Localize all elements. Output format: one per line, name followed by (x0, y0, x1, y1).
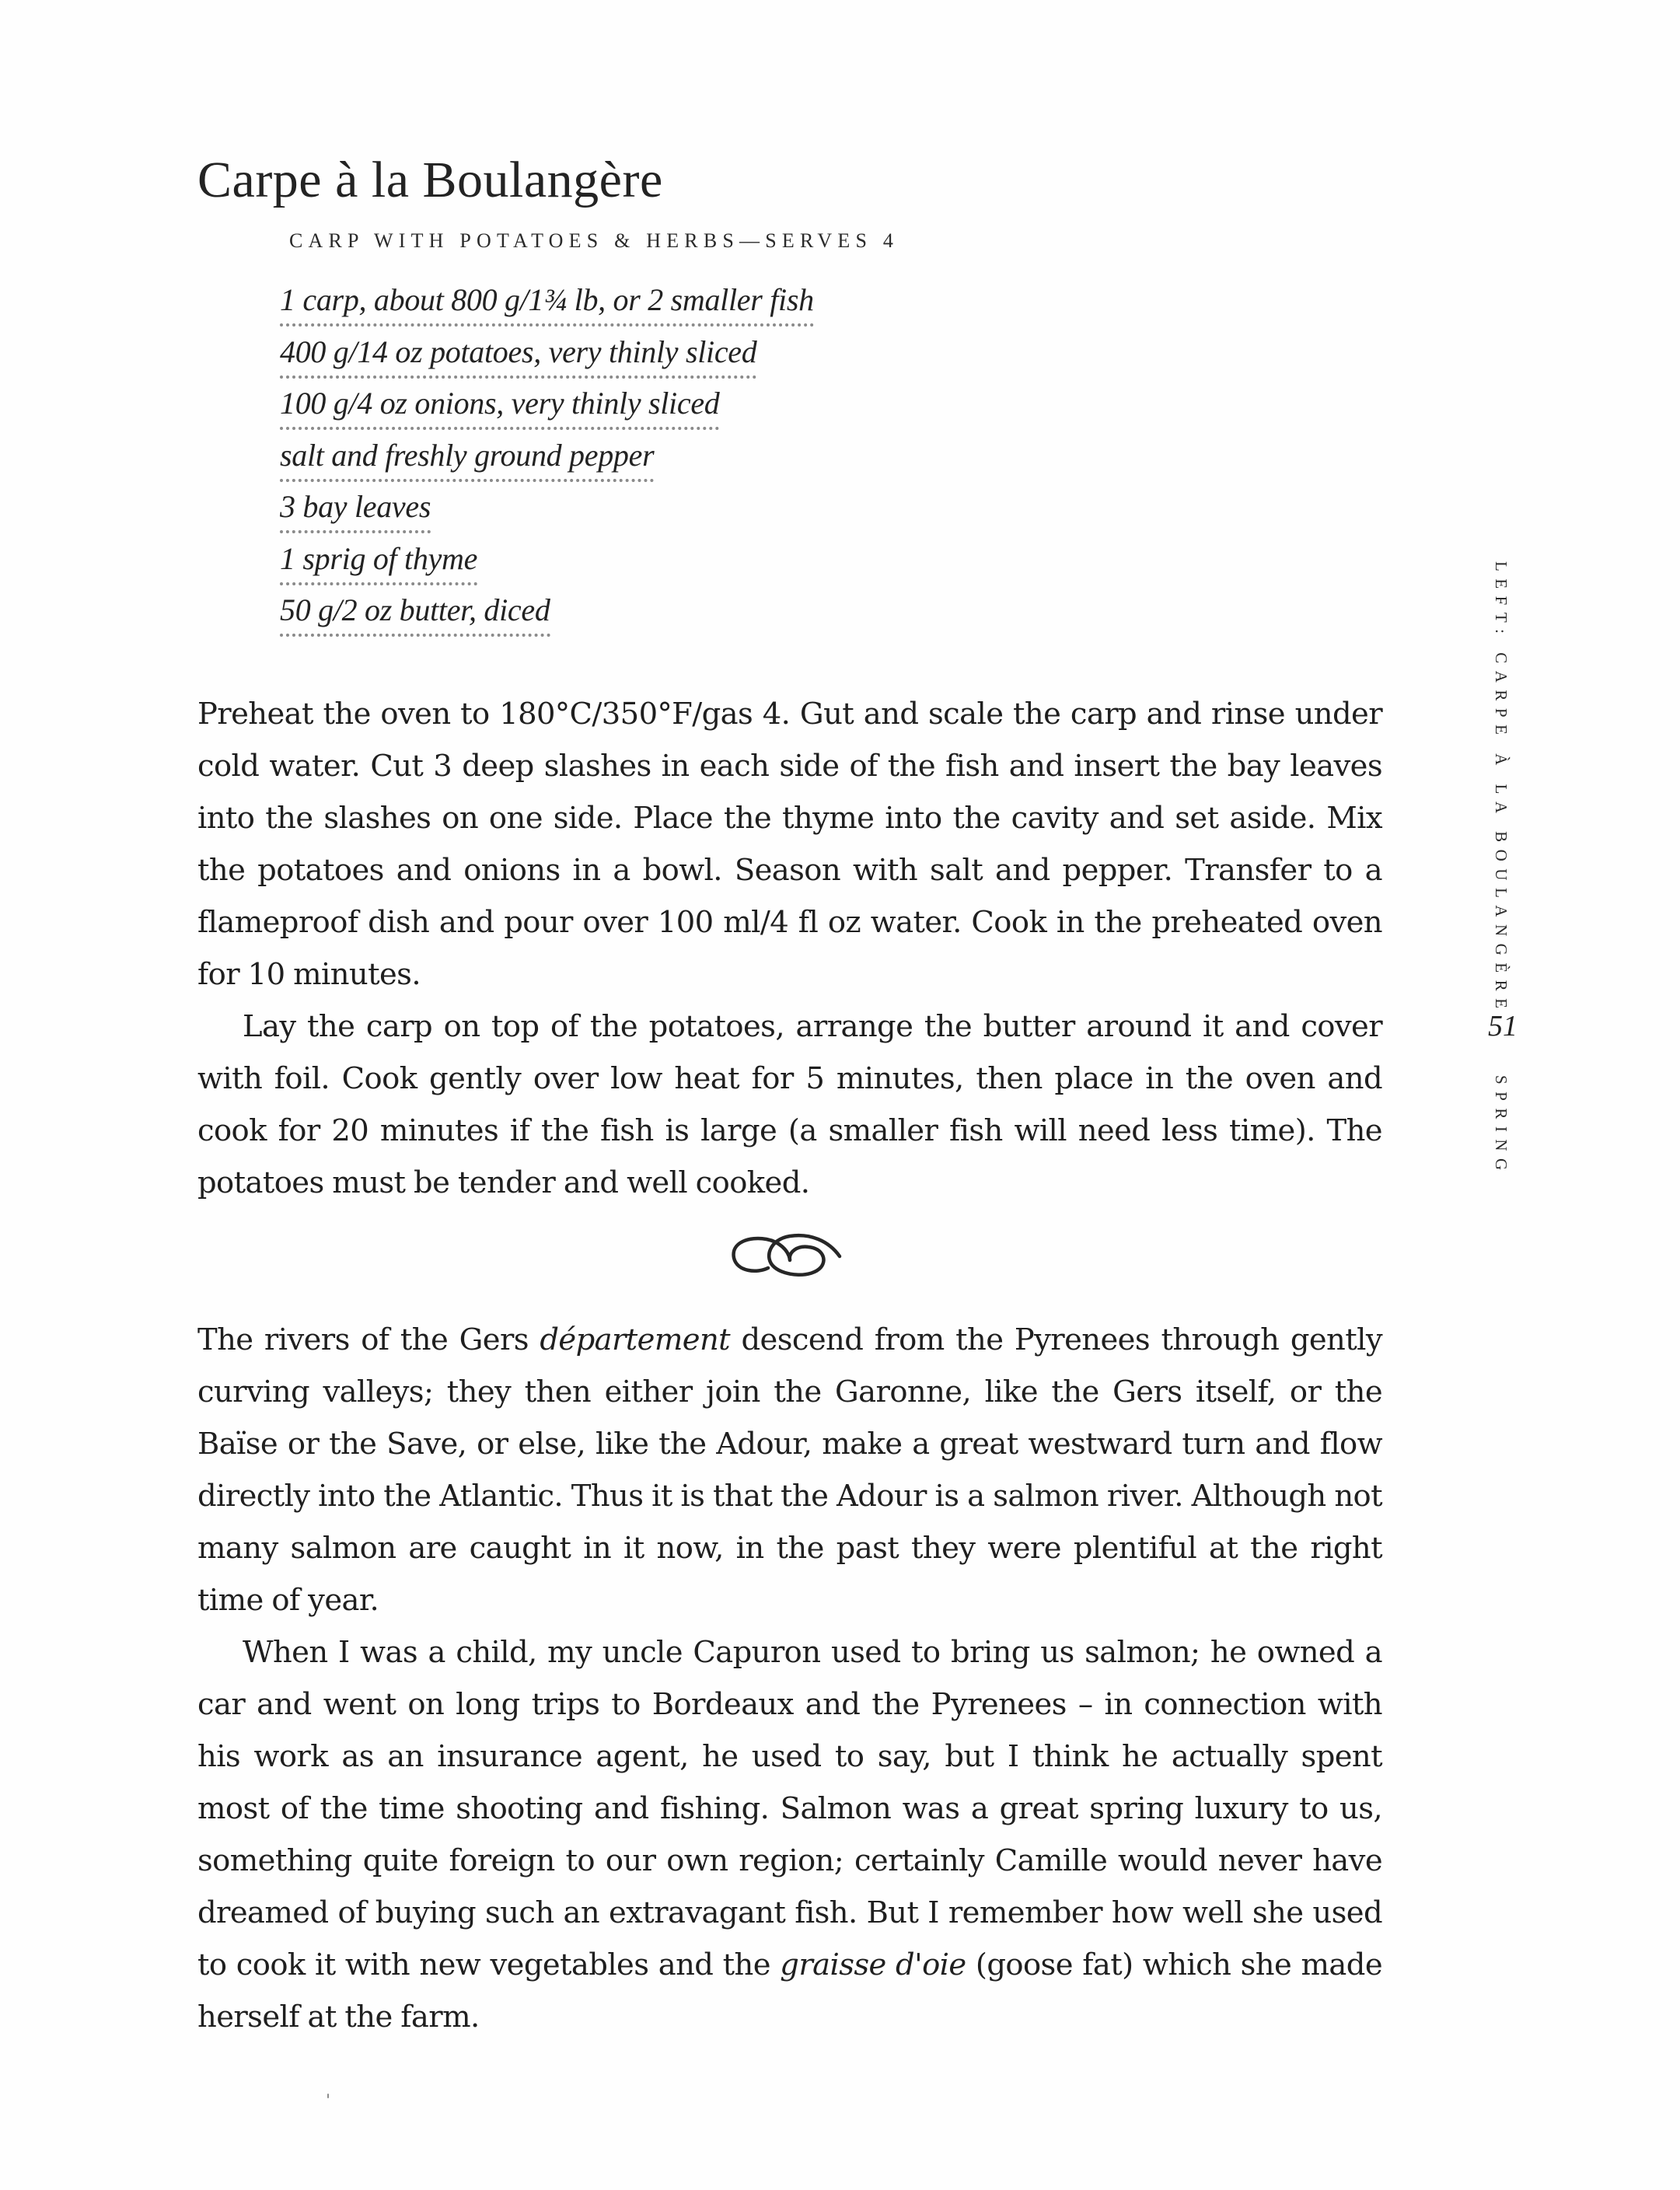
flourish-ornament-icon (723, 1219, 855, 1289)
ingredient-text: 100 g/4 oz onions, very thinly sliced (280, 383, 719, 430)
photo-caption: LEFT: CARPE À LA BOULANGÈRE (1492, 561, 1511, 1016)
recipe-subtitle: CARP WITH POTATOES & HERBS—SERVES 4 (289, 229, 899, 252)
narrative-italic-term: graisse d'oie (780, 1947, 966, 1982)
narrative-paragraph (197, 1626, 1382, 2043)
ingredient-text: 50 g/2 oz butter, diced (280, 590, 550, 637)
narrative-italic-term: département (540, 1322, 731, 1357)
recipe-method (197, 688, 1382, 1209)
narrative-text (197, 1314, 1382, 2043)
scan-speck (327, 2094, 329, 2098)
narrative-text-run: descend from the Pyrenees through gently curving valleys; they then either join the Garonne, like the Gers itself, or the Baïse or the Save, or else, like the Adour, make a great westward turn and flow directly into the Atlantic. Thus it is that the Adour is a salmon river. Although not many salmon are caught in it now, in the past they were plentiful at the right time of year. (197, 1322, 1382, 1618)
narrative-text-run: The rivers of the Gers (197, 1322, 540, 1357)
ingredient-list (280, 280, 814, 642)
ingredient-item (280, 383, 814, 435)
narrative-text-run: (goose fat) which she made herself at the farm. (197, 1947, 1383, 2035)
ingredient-item (280, 590, 814, 642)
ingredient-text: 400 g/14 oz potatoes, very thinly sliced (280, 332, 756, 379)
ingredient-text: 3 bay leaves (280, 487, 431, 533)
ingredient-item (280, 435, 814, 487)
ingredient-text: 1 sprig of thyme (280, 539, 477, 585)
recipe-title: Carpe à la Boulangère (197, 152, 663, 208)
page-number: 51 (1488, 1010, 1518, 1043)
narrative-text-run: When I was a child, my uncle Capuron used to bring us salmon; he owned a car and went on long trips to Bordeaux and the Pyrenees – in connection with his work as an insurance agent, he used to say, but I think he actually spent most of the time shooting and fishing. Salmon was a great spring luxury to us, something quite foreign to our own region; certainly Camille would never have dreamed of buying such an extravagant fish. But I remember how well she used to cook it with new vegetables and the (197, 1635, 1382, 1982)
section-label: SPRING (1492, 1075, 1511, 1178)
ingredient-text: 1 carp, about 800 g/1¾ lb, or 2 smaller fish (280, 280, 814, 327)
ingredient-text: salt and freshly ground pepper (280, 435, 654, 482)
ingredient-item (280, 280, 814, 332)
method-paragraph: Lay the carp on top of the potatoes, arrange the butter around it and cover with foil. Cook gently over low heat for 5 minutes, then place in the oven and cook for 20 minutes if the fish is large (a smaller fish will need less time). The potatoes must be tender and well cooked. (197, 1009, 1382, 1200)
ingredient-item (280, 487, 814, 539)
ingredient-item (280, 332, 814, 384)
method-paragraph: Preheat the oven to 180°C/350°F/gas 4. Gut and scale the carp and rinse under cold water. Cut 3 deep slashes in each side of the fish and insert the bay leaves into the slashes on one side. Place the thyme into the cavity and set aside. Mix the potatoes and onions in a bowl. Season with salt and pepper. Transfer to a flameproof dish and pour over 100 ml/4 fl oz water. Cook in the preheated oven for 10 minutes. (197, 697, 1382, 992)
ingredient-item (280, 539, 814, 591)
narrative-paragraph (197, 1314, 1382, 1626)
